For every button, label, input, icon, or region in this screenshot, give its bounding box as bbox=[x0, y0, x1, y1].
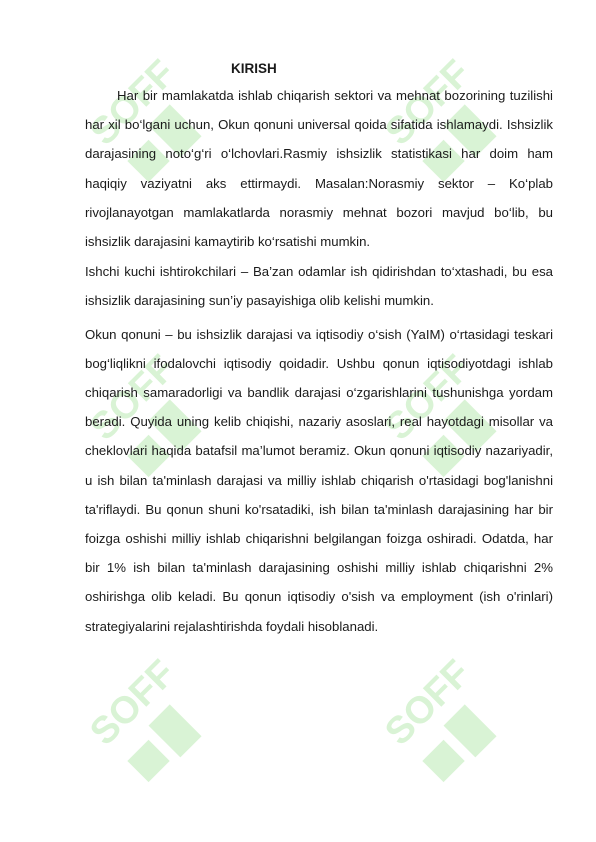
watermark-logo-icon bbox=[365, 640, 515, 790]
document-body bbox=[85, 58, 553, 641]
watermark-text: SOFF bbox=[377, 52, 479, 154]
paragraph-1: Har bir mamlakatda ishlab chiqarish sektori va mehnat bozorining tuzilishi har xil bo‘lgani uchun, Okun qonuni universal qoida sifatida ishlamaydi. Ishsizlik darajasining noto‘g‘ri o‘lchovlari.Rasmiy ishsizlik statistikasi har doim ham haqiqiy vaziyatni aks ettirmaydi. Masalan:Norasmiy sektor – Ko‘plab rivojlanayotgan mamlakatlarda norasmiy mehnat bozori mavjud bo‘lib, bu ishsizlik darajasini kamaytirib ko‘rsatishi mumkin. bbox=[85, 88, 553, 250]
watermark-text: SOFF bbox=[82, 347, 184, 449]
watermark-logo-icon bbox=[70, 640, 220, 790]
watermark-text: SOFF bbox=[82, 52, 184, 154]
watermark-text: SOFF bbox=[377, 652, 479, 754]
paragraph-2: Ishchi kuchi ishtirokchilari – Ba’zan odamlar ish qidirishdan to‘xtashadi, bu esa ishsizlik darajasining sun’iy pasayishiga olib kelishi mumkin. bbox=[85, 264, 553, 309]
paragraph-3: Okun qonuni – bu ishsizlik darajasi va iqtisodiy o‘sish (YaIM) o‘rtasidagi teskari bog‘liqlikni ifodalovchi iqtisodiy qoidadir. Ushbu qonun iqtisodiyotdagi ishlab chiqarish samaradorligi va bandlik darajasi o‘zgarishlarini tushunishga yordam beradi. Quyida uning kelib chiqishi, nazariy asoslari, real hayotdagi misollar va cheklovlari haqida batafsil ma’lumot beramiz. Okun qonuni iqtisodiy nazariyadir, u ish bilan ta'minlash darajasi va milliy ishlab chiqarish o'rtasidagi bog'lanishni ta'riflaydi. Bu qonun shuni ko'rsatadiki, ish bilan ta'minlash darajasining har bir foizga oshishi milliy ishlab chiqarishni belgilangan foizga oshiradi. Odatda, har bir 1% ish bilan ta'minlash darajasining oshishi milliy ishlab chiqarishni 2% oshirishga olib keladi. Bu qonun iqtisodiy o'sish va employment (ish o'rinlari) strategiyalarini rejalashtirishda foydali hisoblanadi. bbox=[85, 326, 553, 634]
document-title: KIRISH bbox=[231, 61, 277, 76]
watermark-text: SOFF bbox=[377, 347, 479, 449]
watermark-text: SOFF bbox=[82, 652, 184, 754]
